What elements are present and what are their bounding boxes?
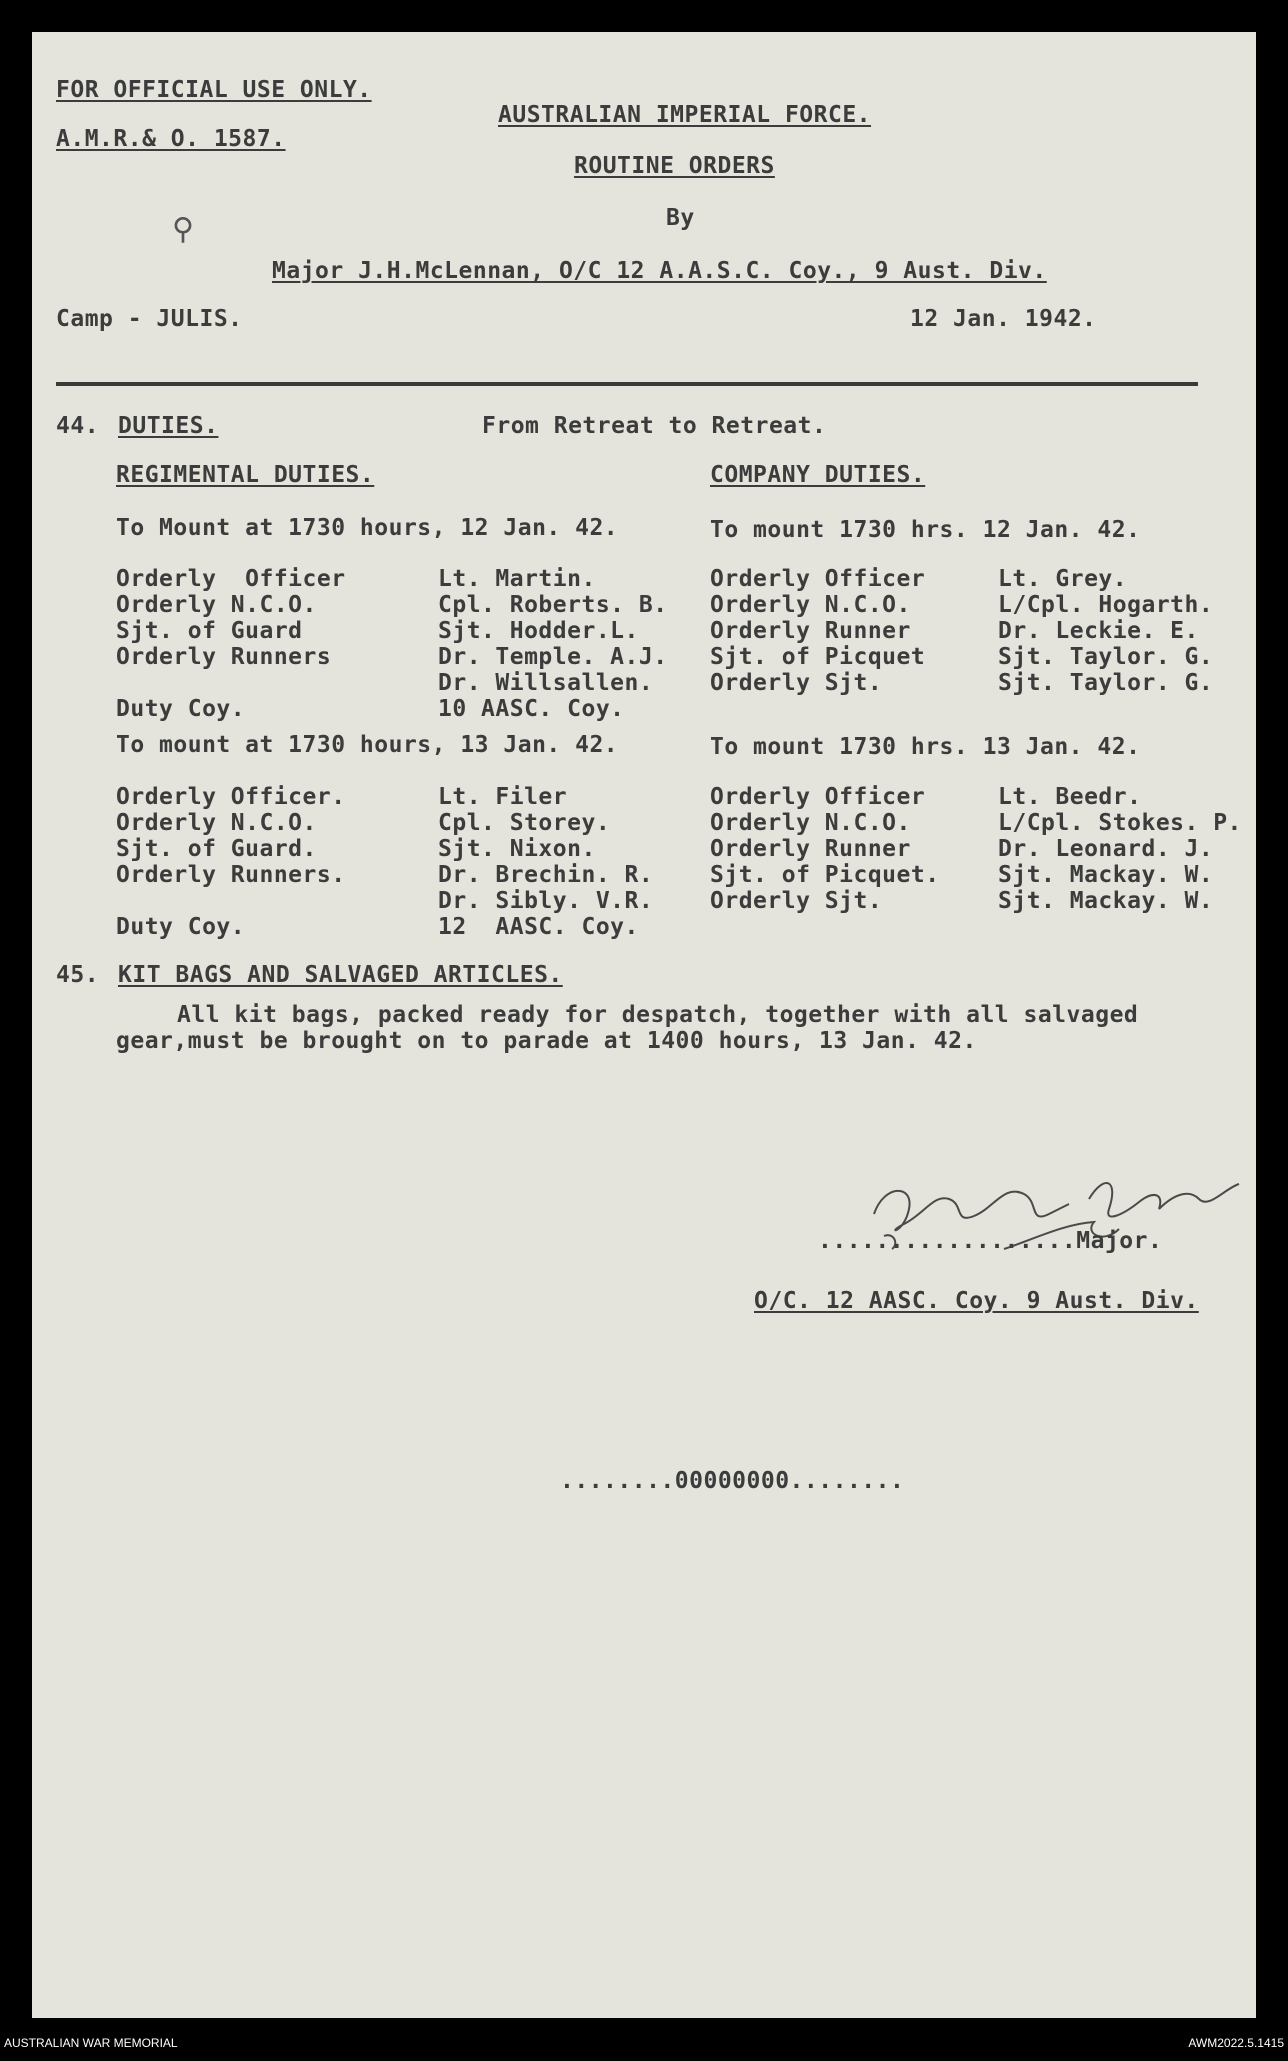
duty-role: Orderly Sjt. <box>710 670 883 696</box>
duty-role: Sjt. of Picquet <box>710 644 926 670</box>
item-body-line: All kit bags, packed ready for despatch, together with all salvaged <box>177 1002 1139 1028</box>
regimental-mount-2: To mount at 1730 hours, 13 Jan. 42. <box>116 732 619 758</box>
duty-role: Orderly Runner <box>710 618 911 644</box>
duty-period: From Retreat to Retreat. <box>482 413 827 439</box>
document-page <box>32 32 1256 2018</box>
duty-name: Sjt. Taylor. G. <box>998 670 1214 696</box>
duty-role: Orderly N.C.O. <box>116 810 317 836</box>
signature-line: ..................Major. <box>818 1228 1163 1254</box>
item-body-line: gear,must be brought on to parade at 1400 hours, 13 Jan. 42. <box>116 1028 977 1054</box>
duty-role: Duty Coy. <box>116 914 246 940</box>
org-title: AUSTRALIAN IMPERIAL FORCE. <box>498 102 872 128</box>
duty-name: 12 AASC. Coy. <box>438 914 639 940</box>
doc-type: ROUTINE ORDERS <box>574 153 775 179</box>
duty-name: 10 AASC. Coy. <box>438 696 625 722</box>
item-title: DUTIES. <box>118 413 219 439</box>
divider <box>56 382 1198 386</box>
issuer: Major J.H.McLennan, O/C 12 A.A.S.C. Coy., 9 Aust. Div. <box>272 258 1047 284</box>
duty-name: Sjt. Mackay. W. <box>998 862 1214 888</box>
duty-role: Orderly Officer. <box>116 784 346 810</box>
duty-name: Lt. Martin. <box>438 566 596 592</box>
item-number: 44. <box>56 413 100 439</box>
company-mount-1: To mount 1730 hrs. 12 Jan. 42. <box>710 517 1141 543</box>
duty-name: Dr. Willsallen. <box>438 670 654 696</box>
footer-archive-name: AUSTRALIAN WAR MEMORIAL <box>4 2036 178 2050</box>
duty-role: Orderly N.C.O. <box>116 592 317 618</box>
duty-role: Orderly Officer <box>116 566 346 592</box>
duty-role: Orderly N.C.O. <box>710 592 911 618</box>
item-number: 45. <box>56 962 100 988</box>
duty-role: Sjt. of Picquet. <box>710 862 940 888</box>
camp: Camp - JULIS. <box>56 306 243 332</box>
duty-name: Lt. Grey. <box>998 566 1128 592</box>
signature-unit: O/C. 12 AASC. Coy. 9 Aust. Div. <box>754 1288 1199 1314</box>
duty-name: Dr. Brechin. R. <box>438 862 654 888</box>
duty-name: Dr. Leckie. E. <box>998 618 1199 644</box>
duty-name: Dr. Sibly. V.R. <box>438 888 654 914</box>
duty-role: Sjt. of Guard. <box>116 836 317 862</box>
pin-mark-icon: ⚲ <box>172 212 194 247</box>
classification: FOR OFFICIAL USE ONLY. <box>56 77 372 103</box>
duty-role: Orderly Runners. <box>116 862 346 888</box>
duty-name: Sjt. Taylor. G. <box>998 644 1214 670</box>
duty-role: Orderly Officer <box>710 784 926 810</box>
regimental-mount-1: To Mount at 1730 hours, 12 Jan. 42. <box>116 515 619 541</box>
duty-name: Lt. Beedr. <box>998 784 1142 810</box>
duty-role: Orderly Officer <box>710 566 926 592</box>
duty-name: L/Cpl. Stokes. P. <box>998 810 1242 836</box>
reference-number: A.M.R.& O. 1587. <box>56 126 286 152</box>
duty-name: Dr. Temple. A.J. <box>438 644 668 670</box>
item-title: KIT BAGS AND SALVAGED ARTICLES. <box>118 962 563 988</box>
duty-name: Dr. Leonard. J. <box>998 836 1214 862</box>
end-marker: ........00000000........ <box>560 1468 905 1494</box>
company-heading: COMPANY DUTIES. <box>710 462 926 488</box>
company-mount-2: To mount 1730 hrs. 13 Jan. 42. <box>710 734 1141 760</box>
duty-name: Cpl. Roberts. B. <box>438 592 668 618</box>
duty-name: Sjt. Mackay. W. <box>998 888 1214 914</box>
duty-name: L/Cpl. Hogarth. <box>998 592 1214 618</box>
duty-role: Duty Coy. <box>116 696 246 722</box>
duty-role: Orderly N.C.O. <box>710 810 911 836</box>
footer-accession-number: AWM2022.5.1415 <box>1188 2036 1284 2050</box>
duty-role: Orderly Runner <box>710 836 911 862</box>
duty-role: Orderly Runners <box>116 644 332 670</box>
duty-name: Lt. Filer <box>438 784 568 810</box>
duty-name: Sjt. Nixon. <box>438 836 596 862</box>
order-date: 12 Jan. 1942. <box>910 306 1097 332</box>
regimental-heading: REGIMENTAL DUTIES. <box>116 462 375 488</box>
duty-name: Sjt. Hodder.L. <box>438 618 639 644</box>
duty-role: Orderly Sjt. <box>710 888 883 914</box>
duty-role: Sjt. of Guard <box>116 618 303 644</box>
duty-name: Cpl. Storey. <box>438 810 611 836</box>
by-line: By <box>666 205 695 231</box>
